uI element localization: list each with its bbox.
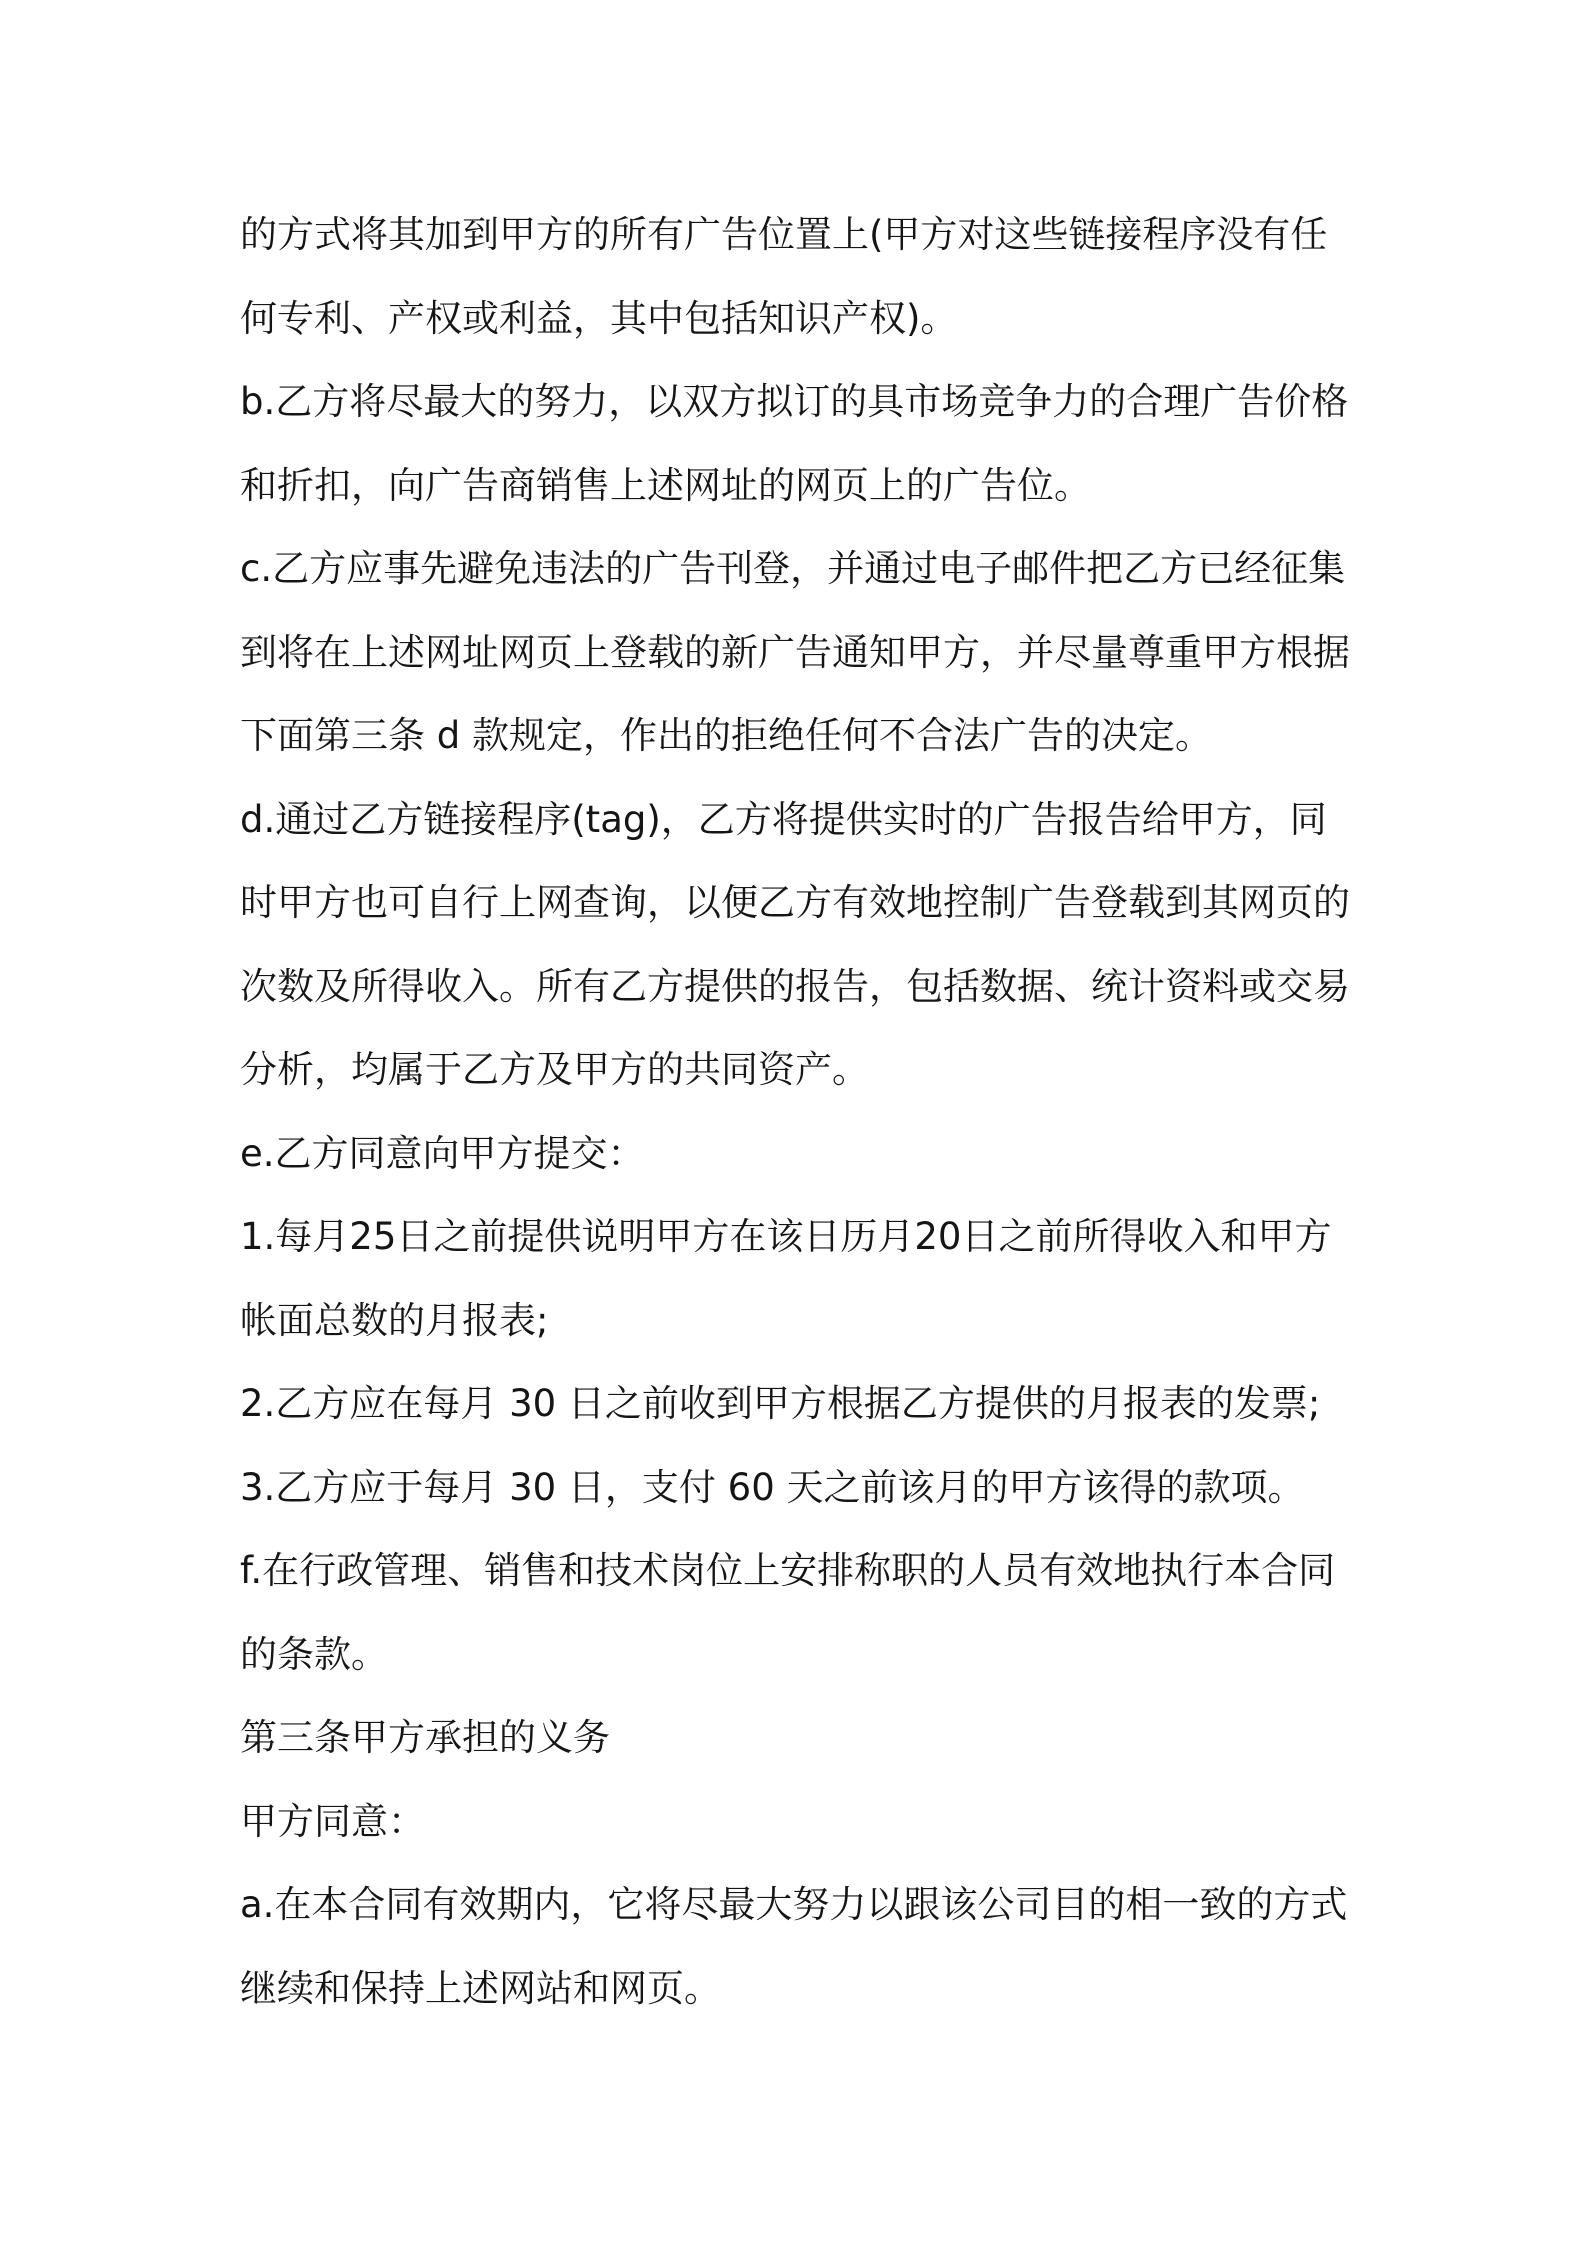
text-line: 的条款。 [240,1632,388,1676]
text-line: 时甲方也可自行上网查询，以便乙方有效地控制广告登载到其网页的 [240,881,1350,924]
text-line: 1.每月25日之前提供说明甲方在该日历月20日之前所得收入和甲方 [240,1215,1332,1258]
text-line: 和折扣，向广告商销售上述网址的网页上的广告位。 [240,463,1091,507]
text-line: 分析，均属于乙方及甲方的共同资产。 [240,1048,869,1091]
text-line: a.在本合同有效期内，它将尽最大努力以跟该公司目的相一致的方式 [240,1883,1348,1926]
text-line: 2.乙方应在每月 30 日之前收到甲方根据乙方提供的月报表的发票; [240,1382,1321,1425]
text-line: b.乙方将尽最大的努力，以双方拟订的具市场竞争力的合理广告价格 [240,380,1349,423]
document-body [240,193,1360,2030]
text-line: 继续和保持上述网站和网页。 [240,1966,721,2010]
text-line: 帐面总数的月报表; [240,1298,549,1342]
text-line: 3.乙方应于每月 30 日，支付 60 天之前该月的甲方该得的款项。 [240,1465,1305,1509]
text-line: c.乙方应事先避免违法的广告刊登，并通过电子邮件把乙方已经征集 [240,547,1346,590]
text-line: d.通过乙方链接程序(tag)，乙方将提供实时的广告报告给甲方，同 [240,797,1327,841]
text-line: 次数及所得收入。所有乙方提供的报告，包括数据、统计资料或交易 [240,964,1350,1008]
section-heading: 第三条甲方承担的义务 [240,1716,610,1759]
text-line: f.在行政管理、销售和技术岗位上安排称职的人员有效地执行本合同 [240,1549,1336,1592]
text-line: e.乙方同意向甲方提交： [240,1131,645,1175]
text-line: 甲方同意： [240,1799,425,1843]
text-line: 的方式将其加到甲方的所有广告位置上(甲方对这些链接程序没有任 [240,213,1328,256]
text-line: 下面第三条 d 款规定，作出的拒绝任何不合法广告的决定。 [240,714,1213,757]
text-line: 何专利、产权或利益，其中包括知识产权)。 [240,296,958,340]
text-line: 到将在上述网址网页上登载的新广告通知甲方，并尽量尊重甲方根据 [240,630,1350,674]
